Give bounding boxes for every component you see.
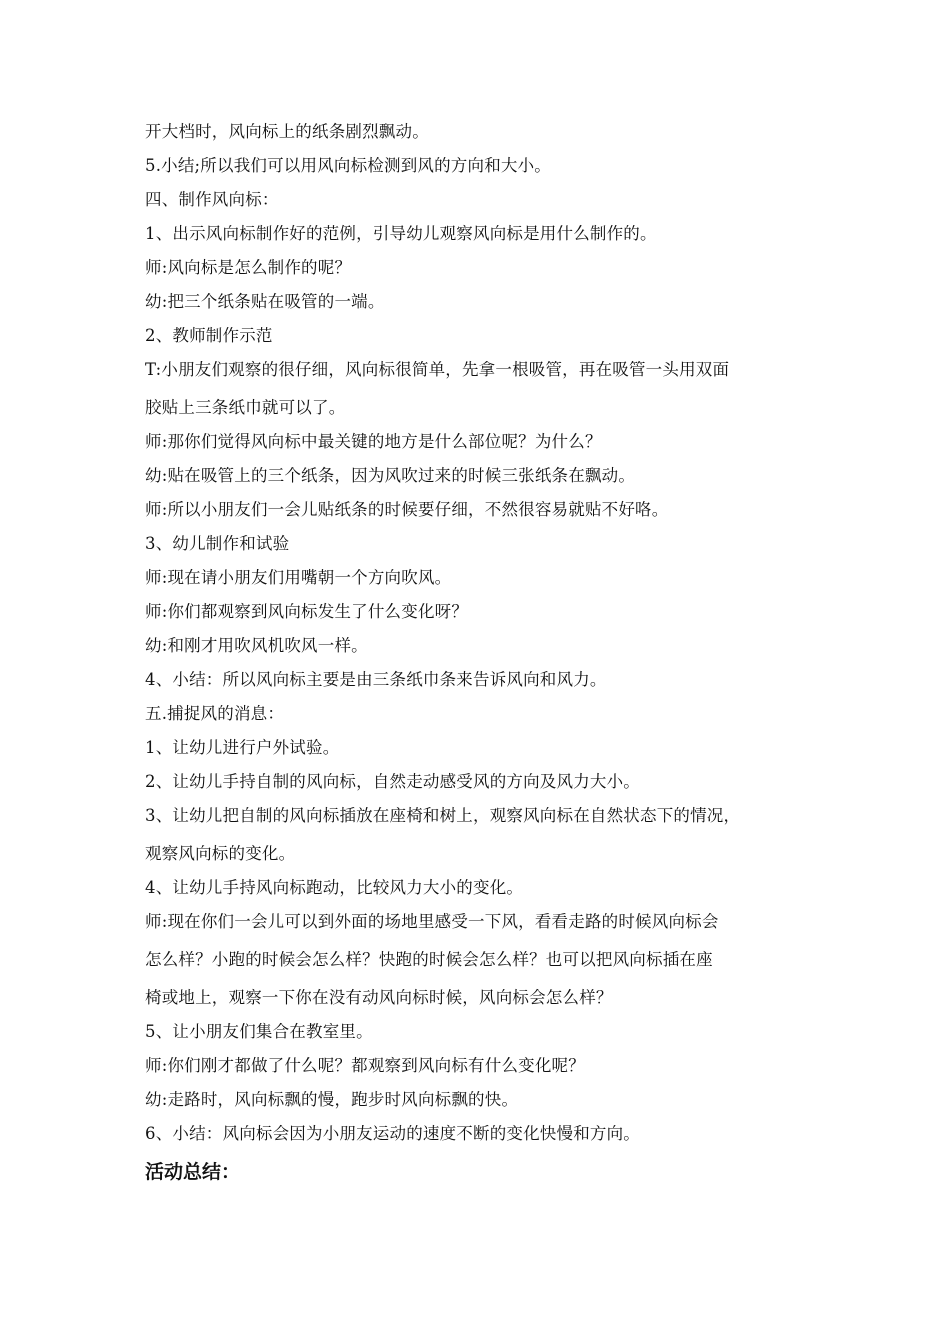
text-line: 师:那你们觉得风向标中最关键的地方是什么部位呢？为什么？	[145, 432, 602, 451]
section-heading-make-weathervane: 四、制作风向标：	[145, 190, 279, 209]
text-line: 师:所以小朋友们一会儿贴纸条的时候要仔细，不然很容易就贴不好咯。	[145, 500, 669, 519]
section-heading-catch-wind: 五.捕捉风的消息：	[145, 704, 285, 723]
text-line: 幼:贴在吸管上的三个纸条，因为风吹过来的时候三张纸条在飘动。	[145, 466, 636, 485]
text-line: 5.小结;所以我们可以用风向标检测到风的方向和大小。	[145, 156, 552, 175]
text-line: 4、小结：所以风向标主要是由三条纸巾条来告诉风向和风力。	[145, 670, 607, 689]
activity-summary-heading: 活动总结：	[145, 1161, 241, 1183]
text-line: 怎么样？小跑的时候会怎么样？快跑的时候会怎么样？也可以把风向标插在座	[145, 950, 713, 969]
text-line: 师:现在你们一会儿可以到外面的场地里感受一下风，看看走路的时候风向标会	[145, 912, 719, 931]
text-line: 师:你们都观察到风向标发生了什么变化呀？	[145, 602, 469, 621]
text-line: 幼:和刚才用吹风机吹风一样。	[145, 636, 368, 655]
text-line: 开大档时，风向标上的纸条剧烈飘动。	[145, 122, 429, 141]
text-line: 师:你们刚才都做了什么呢？都观察到风向标有什么变化呢？	[145, 1056, 585, 1075]
text-line: 幼:把三个纸条贴在吸管的一端。	[145, 292, 385, 311]
text-line: 5、让小朋友们集合在教室里。	[145, 1022, 373, 1041]
text-line: 6、小结：风向标会因为小朋友运动的速度不断的变化快慢和方向。	[145, 1124, 640, 1143]
document-body	[145, 121, 815, 1204]
text-line: 1、让幼儿进行户外试验。	[145, 738, 340, 757]
text-line: 椅或地上，观察一下你在没有动风向标时候，风向标会怎么样？	[145, 988, 613, 1007]
text-line: 幼:走路时，风向标飘的慢，跑步时风向标飘的快。	[145, 1090, 519, 1109]
text-line: 2、教师制作示范	[145, 326, 273, 345]
text-line: 4、让幼儿手持风向标跑动，比较风力大小的变化。	[145, 878, 524, 897]
text-line: T:小朋友们观察的很仔细，风向标很简单，先拿一根吸管，再在吸管一头用双面	[145, 360, 730, 379]
text-line: 1、出示风向标制作好的范例，引导幼儿观察风向标是用什么制作的。	[145, 224, 657, 243]
text-line: 3、幼儿制作和试验	[145, 534, 290, 553]
text-line: 2、让幼儿手持自制的风向标，自然走动感受风的方向及风力大小。	[145, 772, 640, 791]
text-line: 师:现在请小朋友们用嘴朝一个方向吹风。	[145, 568, 452, 587]
text-line: 观察风向标的变化。	[145, 844, 296, 863]
text-line: 师:风向标是怎么制作的呢？	[145, 258, 352, 277]
text-line: 3、让幼儿把自制的风向标插放在座椅和树上，观察风向标在自然状态下的情况，	[145, 806, 741, 825]
text-line: 胶贴上三条纸巾就可以了。	[145, 398, 346, 417]
